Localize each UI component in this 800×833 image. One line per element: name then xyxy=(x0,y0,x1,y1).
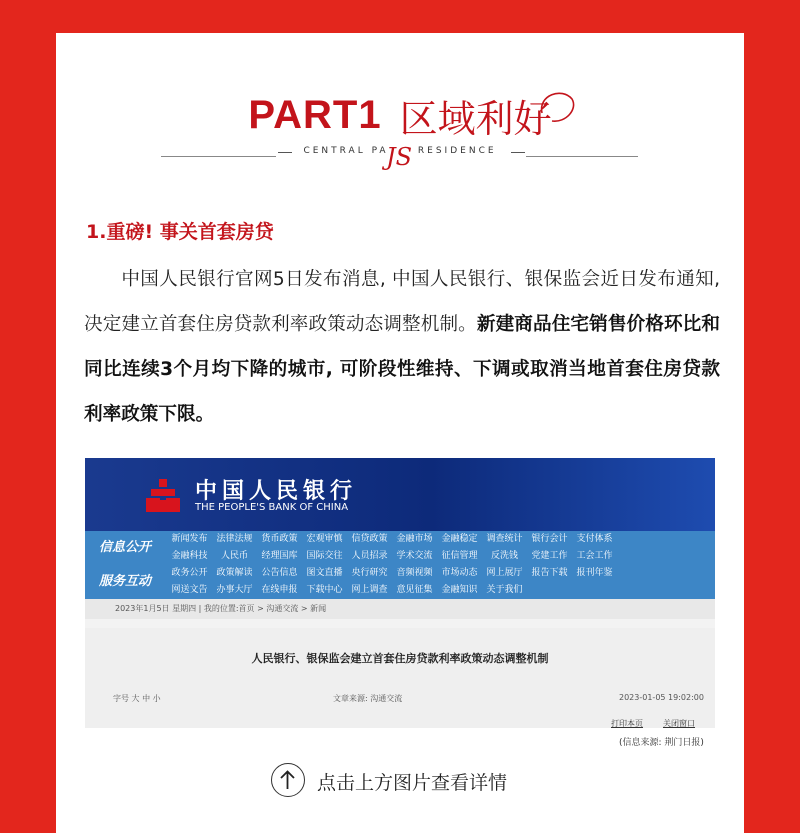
arrow-up-icon xyxy=(271,763,305,797)
bank-name-cn: 中国人民银行 xyxy=(195,478,358,504)
nav-item[interactable]: 政策解读 xyxy=(216,568,253,578)
nav-item[interactable]: 报告下载 xyxy=(531,568,568,578)
site-nav xyxy=(85,531,715,599)
nav-item[interactable]: 党建工作 xyxy=(531,551,568,561)
nav-item[interactable]: 新闻发布 xyxy=(171,534,208,544)
nav-item[interactable]: 网上调查 xyxy=(351,585,388,595)
nav-item[interactable]: 办事大厅 xyxy=(216,585,253,595)
nav-item[interactable]: 关于我们 xyxy=(486,585,523,595)
nav-item[interactable]: 图文直播 xyxy=(306,568,343,578)
nav-row-4 xyxy=(167,582,527,599)
news-screenshot-image[interactable] xyxy=(85,458,715,728)
nav-item[interactable]: 反洗钱 xyxy=(490,551,518,561)
nav-item[interactable]: 意见征集 xyxy=(396,585,433,595)
nav-item[interactable]: 经理国库 xyxy=(261,551,298,561)
article-paragraph xyxy=(84,257,720,437)
brand-mark-logo: JS xyxy=(386,143,413,171)
font-size-controls[interactable]: 字号 大 中 小 xyxy=(113,694,161,703)
section-heading: 1.重磅! 事关首套房贷 xyxy=(86,221,274,243)
nav-item[interactable]: 金融知识 xyxy=(441,585,478,595)
nav-item[interactable]: 音频视频 xyxy=(396,568,433,578)
bank-banner xyxy=(85,458,715,531)
image-caption: (信息来源: 荆门日报) xyxy=(619,738,704,748)
nav-item[interactable]: 法律法规 xyxy=(216,534,253,544)
content-card xyxy=(56,33,744,833)
nav-item[interactable]: 央行研究 xyxy=(351,568,388,578)
article-datetime: 2023-01-05 19:02:00 xyxy=(619,693,704,702)
nav-item[interactable]: 人民币 xyxy=(220,551,248,561)
divider-right xyxy=(526,156,638,157)
section-title-zh: 区域利好 xyxy=(400,97,552,141)
nav-item[interactable]: 网送文告 xyxy=(171,585,208,595)
nav-item[interactable]: 货币政策 xyxy=(261,534,298,544)
nav-item[interactable]: 下载中心 xyxy=(306,585,343,595)
nav-item[interactable]: 网上展厅 xyxy=(486,568,523,578)
nav-row-2 xyxy=(167,548,617,565)
nav-row-3 xyxy=(167,565,617,582)
bank-name-en: THE PEOPLE'S BANK OF CHINA xyxy=(195,502,349,513)
nav-item[interactable]: 在线申报 xyxy=(261,585,298,595)
nav-item[interactable]: 调查统计 xyxy=(486,534,523,544)
breadcrumb: 2023年1月5日 星期四 | 我的位置:首页 > 沟通交流 > 新闻 xyxy=(85,599,715,619)
nav-item[interactable]: 报刊年鉴 xyxy=(576,568,613,578)
nav-side-service: 服务互动 xyxy=(98,574,151,589)
cta-label: 点击上方图片查看详情 xyxy=(317,772,508,794)
article-panel xyxy=(85,628,715,728)
section-header xyxy=(56,88,744,143)
nav-item[interactable]: 工会工作 xyxy=(576,551,613,561)
nav-side-info: 信息公开 xyxy=(98,540,151,555)
header-subtitle: CENTRAL PA RESIDENCE xyxy=(303,146,497,156)
paragraph-bold: 新建商品住宅销售价格环比和同比连续3个月均下降的城市, 可阶段性维持、下调或取消当地首套住房贷款利率政策下限。 xyxy=(84,314,720,425)
article-source: 文章来源: 沟通交流 xyxy=(333,694,403,703)
divider-left xyxy=(161,156,276,157)
nav-item[interactable]: 市场动态 xyxy=(441,568,478,578)
nav-item[interactable]: 宏观审慎 xyxy=(306,534,343,544)
nav-item[interactable]: 金融市场 xyxy=(396,534,433,544)
part-label: PART1 xyxy=(248,93,382,137)
nav-item[interactable]: 信贷政策 xyxy=(351,534,388,544)
nav-item[interactable]: 银行会计 xyxy=(531,534,568,544)
nav-item[interactable]: 国际交往 xyxy=(306,551,343,561)
nav-item[interactable]: 公告信息 xyxy=(261,568,298,578)
nav-item[interactable]: 金融科技 xyxy=(171,551,208,561)
nav-row-1 xyxy=(167,531,617,548)
print-link[interactable]: 打印本页 xyxy=(611,719,643,728)
close-window-link[interactable]: 关闭窗口 xyxy=(663,719,695,728)
divider-dash-right xyxy=(511,152,525,153)
article-title: 人民银行、银保监会建立首套住房贷款利率政策动态调整机制 xyxy=(251,652,549,665)
nav-item[interactable]: 学术交流 xyxy=(396,551,433,561)
circle-flourish-icon xyxy=(532,83,580,131)
nav-item[interactable]: 征信管理 xyxy=(441,551,478,561)
bank-emblem-icon xyxy=(143,476,183,516)
nav-item[interactable]: 政务公开 xyxy=(171,568,208,578)
nav-item[interactable]: 支付体系 xyxy=(576,534,613,544)
nav-item[interactable]: 金融稳定 xyxy=(441,534,478,544)
nav-item[interactable]: 人员招录 xyxy=(351,551,388,561)
paragraph-plain: 中国人民银行官网5日发布消息, 中国人民银行、银保监会近日发布通知, 决定建立首套住房贷款利率政策动态调整机制。 xyxy=(84,269,720,335)
